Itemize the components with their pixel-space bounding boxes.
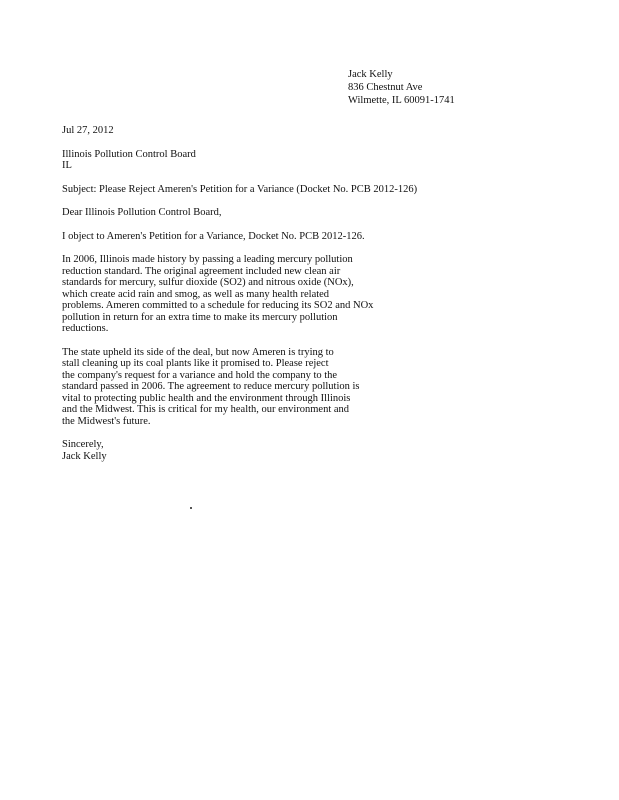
stray-mark [190,507,192,509]
paragraph-line: standard passed in 2006. The agreement to reduce mercury pollution is [62,381,360,392]
paragraph-line: reduction standard. The original agreement included new clean air [62,265,341,277]
paragraph-line: the Midwest's future. [62,415,151,427]
paragraph-line: and the Midwest. This is critical for my health, our environment and [62,404,350,415]
paragraph-line: the company's request for a variance and hold the company to the [62,369,338,381]
paragraph-line: pollution in return for an extra time to make its mercury pollution [62,311,338,323]
letter-body [62,125,418,462]
sender-street: 836 Chestnut Ave [348,82,423,93]
paragraph-line: problems. Ameren committed to a schedule for reducing its SO2 and NOx [62,300,374,311]
subject-line: Subject: Please Reject Ameren's Petition for a Variance (Docket No. PCB 2012-126) [62,183,418,195]
recipient-state: IL [62,160,72,171]
paragraph-line: In 2006, Illinois made history by passing a leading mercury pollution [62,254,353,265]
paragraph-line: The state upheld its side of the deal, but now Ameren is trying to [62,346,334,358]
sender-name: Jack Kelly [348,69,393,80]
paragraph-2 [62,346,360,428]
letter-date: Jul 27, 2012 [62,125,114,136]
paragraph-line: reductions. [62,323,109,334]
paragraph-line: stall cleaning up its coal plants like it promised to. Please reject [62,358,329,369]
closing: Sincerely, [62,439,104,450]
sender-address-block [348,68,568,107]
signature: Jack Kelly [62,450,107,462]
opening-statement: I object to Ameren's Petition for a Variance, Docket No. PCB 2012-126. [62,230,365,242]
paragraph-line: standards for mercury, sulfur dioxide (SO2) and nitrous oxide (NOx), [62,277,354,288]
paragraph-line: which create acid rain and smog, as well as many health related [62,288,330,300]
sender-city-line: Wilmette, IL 60091-1741 [348,95,455,106]
recipient-org: Illinois Pollution Control Board [62,148,196,160]
paragraph-1 [62,254,374,335]
salutation: Dear Illinois Pollution Control Board, [62,207,222,218]
paragraph-line: vital to protecting public health and the environment through Illinois [62,392,351,404]
